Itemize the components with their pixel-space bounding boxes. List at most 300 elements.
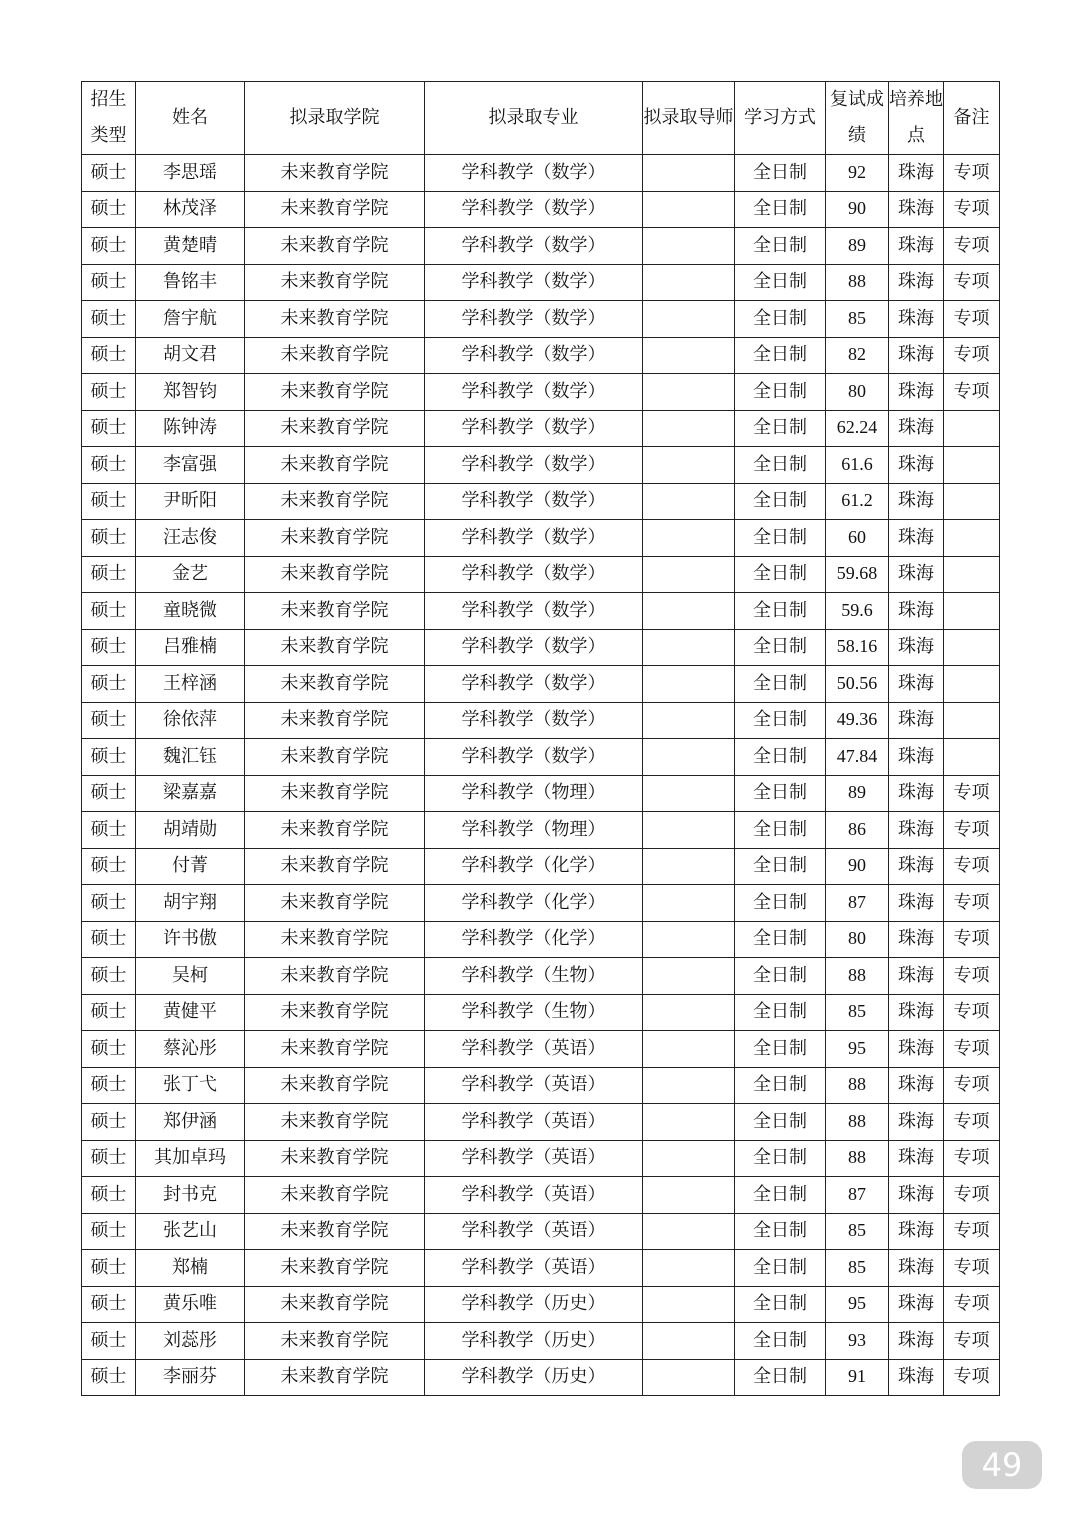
location-cell: 珠海 [889, 629, 944, 666]
location-cell: 珠海 [889, 337, 944, 374]
type-cell: 硕士 [82, 666, 136, 703]
major-cell: 学科教学（数学） [425, 666, 643, 703]
header-major: 拟录取专业 [425, 82, 643, 155]
major-cell: 学科教学（英语） [425, 1250, 643, 1287]
name-cell: 郑智钧 [136, 374, 245, 411]
tutor-cell [643, 702, 735, 739]
note-cell: 专项 [944, 994, 1000, 1031]
note-cell: 专项 [944, 374, 1000, 411]
score-cell: 89 [826, 775, 889, 812]
mode-cell: 全日制 [735, 1104, 826, 1141]
college-cell: 未来教育学院 [245, 1140, 425, 1177]
location-cell: 珠海 [889, 775, 944, 812]
table-row [82, 483, 1000, 520]
note-cell [944, 447, 1000, 484]
major-cell: 学科教学（化学） [425, 848, 643, 885]
table-row [82, 1140, 1000, 1177]
table-row [82, 191, 1000, 228]
tutor-cell [643, 447, 735, 484]
table-row [82, 1031, 1000, 1068]
location-cell: 珠海 [889, 1286, 944, 1323]
location-cell: 珠海 [889, 374, 944, 411]
name-cell: 胡宇翔 [136, 885, 245, 922]
tutor-cell [643, 775, 735, 812]
header-type: 招生类型 [82, 82, 136, 155]
name-cell: 詹宇航 [136, 301, 245, 338]
table-row [82, 629, 1000, 666]
major-cell: 学科教学（数学） [425, 520, 643, 557]
major-cell: 学科教学（英语） [425, 1177, 643, 1214]
college-cell: 未来教育学院 [245, 739, 425, 776]
page-number-badge: 49 [962, 1441, 1042, 1489]
tutor-cell [643, 191, 735, 228]
name-cell: 郑楠 [136, 1250, 245, 1287]
score-cell: 95 [826, 1286, 889, 1323]
tutor-cell [643, 666, 735, 703]
major-cell: 学科教学（数学） [425, 483, 643, 520]
score-cell: 92 [826, 155, 889, 192]
name-cell: 其加卓玛 [136, 1140, 245, 1177]
name-cell: 鲁铭丰 [136, 264, 245, 301]
major-cell: 学科教学（数学） [425, 264, 643, 301]
mode-cell: 全日制 [735, 556, 826, 593]
name-cell: 张丁弋 [136, 1067, 245, 1104]
note-cell: 专项 [944, 1213, 1000, 1250]
type-cell: 硕士 [82, 191, 136, 228]
table-row [82, 702, 1000, 739]
type-cell: 硕士 [82, 885, 136, 922]
college-cell: 未来教育学院 [245, 702, 425, 739]
name-cell: 李丽芬 [136, 1359, 245, 1396]
score-cell: 49.36 [826, 702, 889, 739]
location-cell: 珠海 [889, 885, 944, 922]
location-cell: 珠海 [889, 1359, 944, 1396]
tutor-cell [643, 1250, 735, 1287]
type-cell: 硕士 [82, 483, 136, 520]
table-row [82, 556, 1000, 593]
score-cell: 89 [826, 228, 889, 265]
major-cell: 学科教学（英语） [425, 1213, 643, 1250]
name-cell: 徐依萍 [136, 702, 245, 739]
note-cell: 专项 [944, 1104, 1000, 1141]
note-cell [944, 593, 1000, 630]
college-cell: 未来教育学院 [245, 447, 425, 484]
table-row [82, 739, 1000, 776]
table-row [82, 593, 1000, 630]
mode-cell: 全日制 [735, 885, 826, 922]
name-cell: 付菁 [136, 848, 245, 885]
major-cell: 学科教学（化学） [425, 885, 643, 922]
type-cell: 硕士 [82, 629, 136, 666]
major-cell: 学科教学（物理） [425, 775, 643, 812]
score-cell: 88 [826, 264, 889, 301]
name-cell: 郑伊涵 [136, 1104, 245, 1141]
header-tutor: 拟录取导师 [643, 82, 735, 155]
name-cell: 胡靖勋 [136, 812, 245, 849]
table-row [82, 1104, 1000, 1141]
score-cell: 85 [826, 301, 889, 338]
score-cell: 62.24 [826, 410, 889, 447]
type-cell: 硕士 [82, 155, 136, 192]
note-cell: 专项 [944, 885, 1000, 922]
header-name: 姓名 [136, 82, 245, 155]
tutor-cell [643, 1140, 735, 1177]
score-cell: 88 [826, 1140, 889, 1177]
type-cell: 硕士 [82, 447, 136, 484]
type-cell: 硕士 [82, 228, 136, 265]
score-cell: 85 [826, 1213, 889, 1250]
mode-cell: 全日制 [735, 301, 826, 338]
tutor-cell [643, 921, 735, 958]
location-cell: 珠海 [889, 994, 944, 1031]
name-cell: 黄乐唯 [136, 1286, 245, 1323]
tutor-cell [643, 228, 735, 265]
table-row [82, 666, 1000, 703]
location-cell: 珠海 [889, 410, 944, 447]
college-cell: 未来教育学院 [245, 410, 425, 447]
name-cell: 黄楚晴 [136, 228, 245, 265]
location-cell: 珠海 [889, 848, 944, 885]
type-cell: 硕士 [82, 593, 136, 630]
major-cell: 学科教学（数学） [425, 228, 643, 265]
score-cell: 95 [826, 1031, 889, 1068]
tutor-cell [643, 629, 735, 666]
table-row [82, 1323, 1000, 1360]
note-cell: 专项 [944, 1177, 1000, 1214]
note-cell: 专项 [944, 337, 1000, 374]
score-cell: 90 [826, 191, 889, 228]
type-cell: 硕士 [82, 1031, 136, 1068]
tutor-cell [643, 1213, 735, 1250]
score-cell: 82 [826, 337, 889, 374]
college-cell: 未来教育学院 [245, 629, 425, 666]
mode-cell: 全日制 [735, 374, 826, 411]
name-cell: 童晓微 [136, 593, 245, 630]
tutor-cell [643, 848, 735, 885]
table-row [82, 958, 1000, 995]
type-cell: 硕士 [82, 264, 136, 301]
tutor-cell [643, 739, 735, 776]
major-cell: 学科教学（生物） [425, 994, 643, 1031]
mode-cell: 全日制 [735, 739, 826, 776]
note-cell [944, 556, 1000, 593]
major-cell: 学科教学（数学） [425, 739, 643, 776]
name-cell: 林茂泽 [136, 191, 245, 228]
college-cell: 未来教育学院 [245, 1104, 425, 1141]
type-cell: 硕士 [82, 410, 136, 447]
name-cell: 封书克 [136, 1177, 245, 1214]
college-cell: 未来教育学院 [245, 1067, 425, 1104]
table-body [82, 155, 1000, 1396]
score-cell: 91 [826, 1359, 889, 1396]
college-cell: 未来教育学院 [245, 1286, 425, 1323]
mode-cell: 全日制 [735, 264, 826, 301]
note-cell: 专项 [944, 958, 1000, 995]
mode-cell: 全日制 [735, 155, 826, 192]
tutor-cell [643, 301, 735, 338]
tutor-cell [643, 812, 735, 849]
mode-cell: 全日制 [735, 1177, 826, 1214]
location-cell: 珠海 [889, 1104, 944, 1141]
score-cell: 88 [826, 958, 889, 995]
tutor-cell [643, 1177, 735, 1214]
score-cell: 59.68 [826, 556, 889, 593]
location-cell: 珠海 [889, 447, 944, 484]
type-cell: 硕士 [82, 556, 136, 593]
tutor-cell [643, 337, 735, 374]
major-cell: 学科教学（历史） [425, 1323, 643, 1360]
tutor-cell [643, 958, 735, 995]
location-cell: 珠海 [889, 228, 944, 265]
note-cell: 专项 [944, 1323, 1000, 1360]
college-cell: 未来教育学院 [245, 191, 425, 228]
score-cell: 58.16 [826, 629, 889, 666]
score-cell: 80 [826, 921, 889, 958]
name-cell: 胡文君 [136, 337, 245, 374]
header-location: 培养地点 [889, 82, 944, 155]
location-cell: 珠海 [889, 593, 944, 630]
college-cell: 未来教育学院 [245, 775, 425, 812]
college-cell: 未来教育学院 [245, 885, 425, 922]
note-cell: 专项 [944, 1359, 1000, 1396]
major-cell: 学科教学（数学） [425, 629, 643, 666]
table-row [82, 410, 1000, 447]
table-row [82, 994, 1000, 1031]
mode-cell: 全日制 [735, 1140, 826, 1177]
mode-cell: 全日制 [735, 1213, 826, 1250]
score-cell: 90 [826, 848, 889, 885]
location-cell: 珠海 [889, 702, 944, 739]
tutor-cell [643, 885, 735, 922]
score-cell: 59.6 [826, 593, 889, 630]
type-cell: 硕士 [82, 1067, 136, 1104]
score-cell: 85 [826, 994, 889, 1031]
major-cell: 学科教学（生物） [425, 958, 643, 995]
location-cell: 珠海 [889, 155, 944, 192]
major-cell: 学科教学（化学） [425, 921, 643, 958]
note-cell: 专项 [944, 1067, 1000, 1104]
name-cell: 王梓涵 [136, 666, 245, 703]
location-cell: 珠海 [889, 556, 944, 593]
table-row [82, 848, 1000, 885]
major-cell: 学科教学（数学） [425, 191, 643, 228]
college-cell: 未来教育学院 [245, 666, 425, 703]
note-cell: 专项 [944, 1140, 1000, 1177]
table-row [82, 1286, 1000, 1323]
table-row [82, 228, 1000, 265]
type-cell: 硕士 [82, 1104, 136, 1141]
college-cell: 未来教育学院 [245, 556, 425, 593]
college-cell: 未来教育学院 [245, 1323, 425, 1360]
college-cell: 未来教育学院 [245, 264, 425, 301]
tutor-cell [643, 994, 735, 1031]
location-cell: 珠海 [889, 191, 944, 228]
tutor-cell [643, 1323, 735, 1360]
college-cell: 未来教育学院 [245, 228, 425, 265]
mode-cell: 全日制 [735, 812, 826, 849]
table-row [82, 775, 1000, 812]
note-cell: 专项 [944, 848, 1000, 885]
table-row [82, 264, 1000, 301]
name-cell: 许书傲 [136, 921, 245, 958]
score-cell: 50.56 [826, 666, 889, 703]
note-cell [944, 666, 1000, 703]
score-cell: 88 [826, 1104, 889, 1141]
table-row [82, 337, 1000, 374]
note-cell [944, 739, 1000, 776]
mode-cell: 全日制 [735, 191, 826, 228]
score-cell: 87 [826, 885, 889, 922]
mode-cell: 全日制 [735, 1323, 826, 1360]
name-cell: 李富强 [136, 447, 245, 484]
major-cell: 学科教学（数学） [425, 337, 643, 374]
location-cell: 珠海 [889, 1067, 944, 1104]
note-cell: 专项 [944, 228, 1000, 265]
tutor-cell [643, 520, 735, 557]
score-cell: 85 [826, 1250, 889, 1287]
tutor-cell [643, 410, 735, 447]
major-cell: 学科教学（英语） [425, 1067, 643, 1104]
location-cell: 珠海 [889, 739, 944, 776]
college-cell: 未来教育学院 [245, 593, 425, 630]
major-cell: 学科教学（数学） [425, 155, 643, 192]
major-cell: 学科教学（英语） [425, 1140, 643, 1177]
tutor-cell [643, 556, 735, 593]
name-cell: 吴柯 [136, 958, 245, 995]
score-cell: 93 [826, 1323, 889, 1360]
type-cell: 硕士 [82, 1286, 136, 1323]
name-cell: 陈钟涛 [136, 410, 245, 447]
college-cell: 未来教育学院 [245, 301, 425, 338]
note-cell: 专项 [944, 155, 1000, 192]
note-cell: 专项 [944, 1031, 1000, 1068]
major-cell: 学科教学（物理） [425, 812, 643, 849]
type-cell: 硕士 [82, 1140, 136, 1177]
mode-cell: 全日制 [735, 1067, 826, 1104]
name-cell: 张艺山 [136, 1213, 245, 1250]
college-cell: 未来教育学院 [245, 921, 425, 958]
location-cell: 珠海 [889, 264, 944, 301]
mode-cell: 全日制 [735, 702, 826, 739]
college-cell: 未来教育学院 [245, 1177, 425, 1214]
type-cell: 硕士 [82, 921, 136, 958]
major-cell: 学科教学（数学） [425, 374, 643, 411]
table-row [82, 1359, 1000, 1396]
table-row [82, 812, 1000, 849]
header-college: 拟录取学院 [245, 82, 425, 155]
tutor-cell [643, 1031, 735, 1068]
location-cell: 珠海 [889, 666, 944, 703]
mode-cell: 全日制 [735, 775, 826, 812]
major-cell: 学科教学（数学） [425, 593, 643, 630]
header-score: 复试成绩 [826, 82, 889, 155]
table-row [82, 921, 1000, 958]
score-cell: 60 [826, 520, 889, 557]
mode-cell: 全日制 [735, 994, 826, 1031]
table-row [82, 155, 1000, 192]
note-cell [944, 483, 1000, 520]
note-cell: 专项 [944, 191, 1000, 228]
tutor-cell [643, 1067, 735, 1104]
mode-cell: 全日制 [735, 228, 826, 265]
mode-cell: 全日制 [735, 593, 826, 630]
tutor-cell [643, 1359, 735, 1396]
location-cell: 珠海 [889, 921, 944, 958]
college-cell: 未来教育学院 [245, 812, 425, 849]
name-cell: 梁嘉嘉 [136, 775, 245, 812]
table-row [82, 1213, 1000, 1250]
header-note: 备注 [944, 82, 1000, 155]
type-cell: 硕士 [82, 1359, 136, 1396]
location-cell: 珠海 [889, 1031, 944, 1068]
major-cell: 学科教学（数学） [425, 410, 643, 447]
table-header [82, 82, 1000, 155]
note-cell: 专项 [944, 1250, 1000, 1287]
location-cell: 珠海 [889, 520, 944, 557]
header-row [82, 82, 1000, 155]
major-cell: 学科教学（数学） [425, 447, 643, 484]
note-cell: 专项 [944, 921, 1000, 958]
note-cell: 专项 [944, 775, 1000, 812]
college-cell: 未来教育学院 [245, 1213, 425, 1250]
name-cell: 蔡沁彤 [136, 1031, 245, 1068]
college-cell: 未来教育学院 [245, 1031, 425, 1068]
major-cell: 学科教学（历史） [425, 1359, 643, 1396]
table-row [82, 1177, 1000, 1214]
tutor-cell [643, 593, 735, 630]
type-cell: 硕士 [82, 848, 136, 885]
note-cell [944, 520, 1000, 557]
name-cell: 黄健平 [136, 994, 245, 1031]
name-cell: 刘蕊彤 [136, 1323, 245, 1360]
table-row [82, 447, 1000, 484]
location-cell: 珠海 [889, 483, 944, 520]
mode-cell: 全日制 [735, 666, 826, 703]
table-row [82, 1067, 1000, 1104]
name-cell: 尹昕阳 [136, 483, 245, 520]
college-cell: 未来教育学院 [245, 994, 425, 1031]
college-cell: 未来教育学院 [245, 958, 425, 995]
tutor-cell [643, 483, 735, 520]
name-cell: 李思瑶 [136, 155, 245, 192]
score-cell: 87 [826, 1177, 889, 1214]
type-cell: 硕士 [82, 1323, 136, 1360]
type-cell: 硕士 [82, 994, 136, 1031]
header-mode: 学习方式 [735, 82, 826, 155]
college-cell: 未来教育学院 [245, 155, 425, 192]
type-cell: 硕士 [82, 812, 136, 849]
major-cell: 学科教学（数学） [425, 301, 643, 338]
type-cell: 硕士 [82, 702, 136, 739]
mode-cell: 全日制 [735, 1359, 826, 1396]
college-cell: 未来教育学院 [245, 337, 425, 374]
location-cell: 珠海 [889, 1177, 944, 1214]
mode-cell: 全日制 [735, 958, 826, 995]
admission-table [81, 81, 1000, 1396]
mode-cell: 全日制 [735, 629, 826, 666]
table-row [82, 301, 1000, 338]
score-cell: 61.2 [826, 483, 889, 520]
college-cell: 未来教育学院 [245, 1250, 425, 1287]
mode-cell: 全日制 [735, 447, 826, 484]
table-row [82, 520, 1000, 557]
note-cell: 专项 [944, 1286, 1000, 1323]
table-row [82, 1250, 1000, 1287]
location-cell: 珠海 [889, 958, 944, 995]
major-cell: 学科教学（数学） [425, 702, 643, 739]
college-cell: 未来教育学院 [245, 483, 425, 520]
tutor-cell [643, 374, 735, 411]
